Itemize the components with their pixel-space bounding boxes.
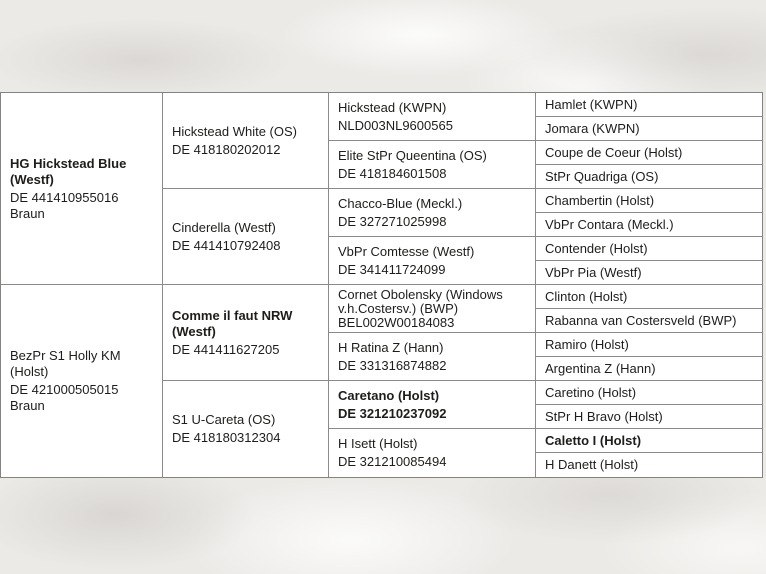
pedigree-cell-horse [536, 381, 762, 405]
horse-registration: DE 327271025998 [338, 213, 447, 229]
horse-coat-color: Braun [10, 398, 45, 413]
pedigree-cell-horse [329, 429, 536, 477]
horse-name: Elite StPr Queentina (OS) [338, 147, 487, 163]
pedigree-cell-horse [536, 453, 762, 477]
pedigree-cell-horse [536, 333, 762, 357]
pedigree-cell-horse [329, 93, 536, 141]
pedigree-cell-horse [536, 285, 762, 309]
horse-name: BezPr S1 Holly KM (Holst) [10, 348, 121, 379]
horse-registration: DE 331316874882 [338, 357, 447, 373]
horse-name: Argentina Z (Hann) [545, 360, 656, 376]
pedigree-cell-sire [163, 93, 329, 189]
horse-name: H Danett (Holst) [545, 457, 639, 472]
horse-name: Cornet Obolensky (Windows v.h.Costersv.) (BWP) [338, 286, 503, 316]
pedigree-cell-horse [1, 93, 163, 285]
horse-registration: DE 421000505015 [10, 382, 119, 397]
horse-name: StPr Quadriga (OS) [545, 168, 659, 184]
horse-name: H Isett (Holst) [338, 436, 418, 451]
horse-registration: DE 321210237092 [338, 405, 447, 421]
horse-registration: DE 418180312304 [172, 430, 281, 445]
horse-name: Hickstead White (OS) [172, 123, 297, 139]
pedigree-cell-horse [329, 237, 536, 285]
horse-registration: DE 418184601508 [338, 165, 447, 181]
pedigree-cell-horse [536, 165, 762, 189]
pedigree-cell-horse [329, 189, 536, 237]
pedigree-cell-horse [536, 357, 762, 381]
horse-registration: DE 418180202012 [172, 141, 281, 157]
horse-name: StPr H Bravo (Holst) [545, 408, 663, 424]
horse-name: H Ratina Z (Hann) [338, 339, 444, 355]
horse-name: VbPr Contara (Meckl.) [545, 216, 674, 232]
horse-name: Rabanna van Costersveld (BWP) [545, 312, 737, 328]
horse-name: Comme il faut NRW (Westf) [172, 307, 293, 339]
horse-registration: NLD003NL9600565 [338, 117, 453, 133]
pedigree-cell-horse [329, 381, 536, 429]
pedigree-cell-horse [536, 429, 762, 453]
pedigree-cell-horse [536, 93, 762, 117]
horse-registration: DE 341411724099 [338, 261, 446, 277]
horse-name: HG Hickstead Blue (Westf) [10, 155, 127, 187]
pedigree-cell-horse [536, 141, 762, 165]
horse-name: S1 U-Careta (OS) [172, 412, 276, 427]
pedigree-cell-horse [329, 141, 536, 189]
pedigree-cell-horse [536, 405, 762, 429]
horse-name: Contender (Holst) [545, 240, 648, 256]
horse-name: Cinderella (Westf) [172, 219, 276, 235]
pedigree-cell-horse [536, 261, 762, 285]
pedigree-cell-horse [536, 189, 762, 213]
horse-registration: DE 441410955016 [10, 189, 119, 205]
pedigree-cell-horse [536, 237, 762, 261]
horse-coat-color: Braun [10, 205, 45, 221]
pedigree-cell-horse [329, 285, 536, 333]
horse-name: Caletto I (Holst) [545, 432, 642, 448]
pedigree-cell-horse [536, 213, 762, 237]
horse-registration: DE 441410792408 [172, 237, 281, 253]
pedigree-cell-horse [329, 333, 536, 381]
horse-registration: BEL002W00184083 [338, 314, 455, 330]
pedigree-cell-dam [163, 189, 329, 285]
horse-name: Jomara (KWPN) [545, 120, 640, 136]
horse-name: VbPr Pia (Westf) [545, 264, 642, 280]
pedigree-table [0, 92, 763, 478]
horse-name: Coupe de Coeur (Holst) [545, 144, 683, 160]
pedigree-cell-dam [163, 381, 329, 477]
horse-name: Ramiro (Holst) [545, 336, 629, 352]
horse-name: Caretino (Holst) [545, 384, 637, 400]
horse-name: Hamlet (KWPN) [545, 96, 638, 112]
horse-registration: DE 441411627205 [172, 341, 280, 357]
horse-name: Chambertin (Holst) [545, 192, 655, 208]
pedigree-cell-horse [536, 117, 762, 141]
horse-name: Caretano (Holst) [338, 387, 440, 403]
horse-name: Chacco-Blue (Meckl.) [338, 195, 463, 211]
horse-name: Hickstead (KWPN) [338, 99, 447, 115]
pedigree-cell-horse [1, 285, 163, 477]
pedigree-cell-sire [163, 285, 329, 381]
horse-name: VbPr Comtesse (Westf) [338, 243, 475, 259]
pedigree-cell-horse [536, 309, 762, 333]
horse-name: Clinton (Holst) [545, 288, 628, 304]
horse-registration: DE 321210085494 [338, 454, 447, 469]
